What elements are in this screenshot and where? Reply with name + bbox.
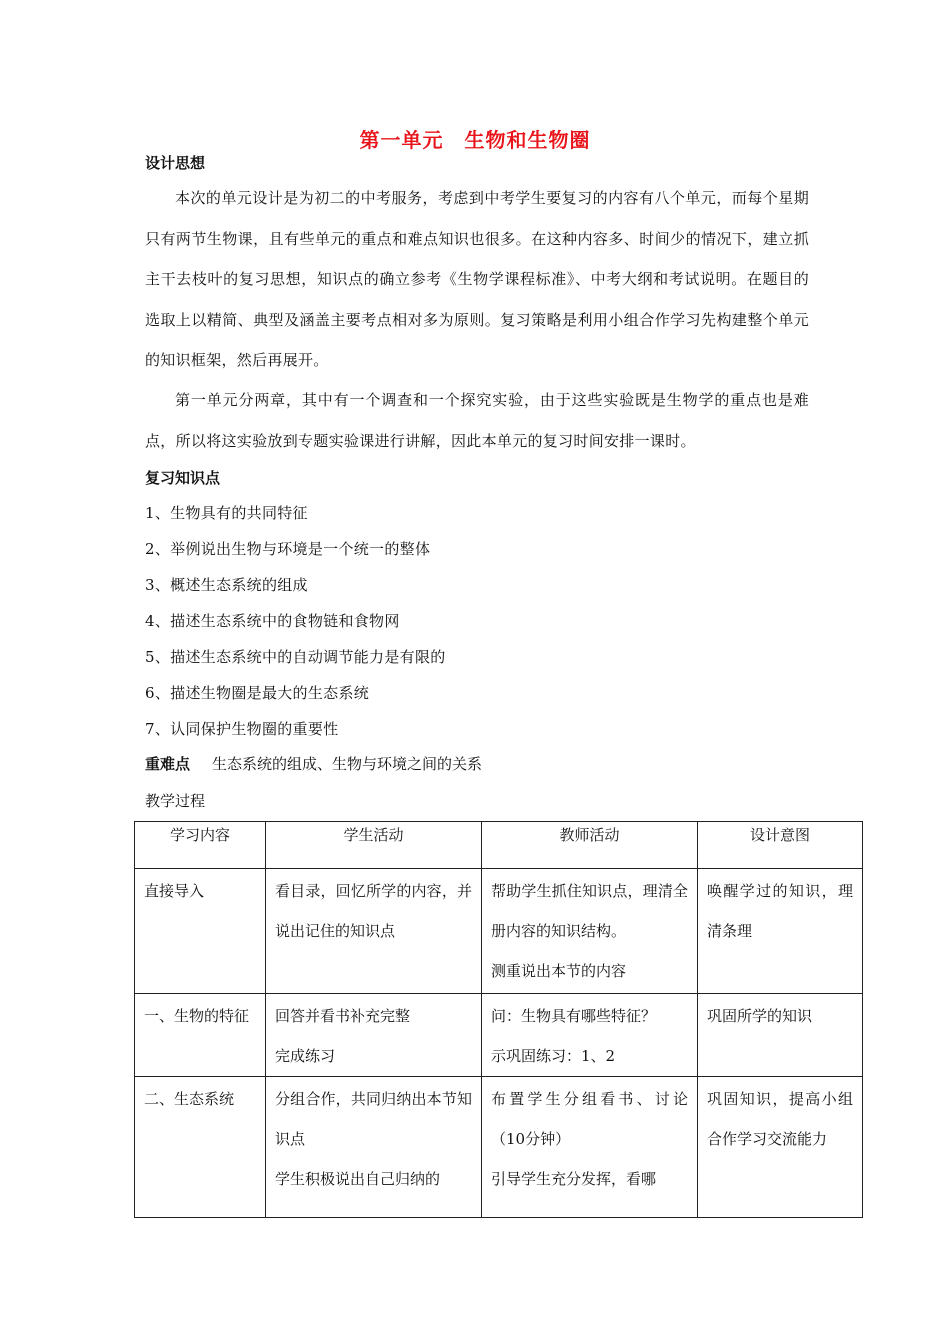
design-paragraph-1: 本次的单元设计是为初二的中考服务，考虑到中考学生要复习的内容有八个单元，而每个星期只有两节生物课，且有些单元的重点和难点知识也很多。在这种内容多、时间少的情况下，建立抓主干去枝叶的复习思想，知识点的确立参考《生物学课程标准》、中考大纲和考试说明。在题目的选取上以精简、典型及涵盖主要考点相对多为原则。复习策略是利用小组合作学习先构建整个单元的知识框架，然后再展开。: [145, 189, 809, 369]
table-row: [135, 1077, 863, 1218]
design-paragraph-2: 第一单元分两章，其中有一个调查和一个探究实验，由于这些实验既是生物学的重点也是难点，所以将这实验放到专题实验课进行讲解，因此本单元的复习时间安排一课时。: [145, 391, 809, 450]
cell-line: 分组合作，共同归纳出本节知识点: [275, 1090, 472, 1148]
cell-teacher: [482, 869, 698, 994]
cell-content: 直接导入: [135, 869, 266, 994]
table-row: [135, 869, 863, 994]
cell-line: 完成练习: [275, 1047, 336, 1065]
cell-line: 看目录，回忆所学的内容，并说出记住的知识点: [275, 882, 472, 940]
key-points: [145, 753, 482, 774]
design-heading: 设计思想: [145, 154, 206, 172]
cell-teacher: [482, 1077, 698, 1218]
knowledge-point: 1、生物具有的共同特征: [145, 504, 308, 522]
cell-content: 一、生物的特征: [135, 994, 266, 1077]
cell-content: 二、生态系统: [135, 1077, 266, 1218]
knowledge-point: 5、描述生态系统中的自动调节能力是有限的: [145, 648, 446, 666]
cell-intent: 唤醒学过的知识，理清条理: [698, 869, 863, 994]
column-header: 设计意图: [698, 822, 863, 869]
cell-line: 问：生物具有哪些特征？: [491, 1007, 657, 1025]
knowledge-point: 4、描述生态系统中的食物链和食物网: [145, 612, 400, 630]
process-label: 教学过程: [145, 792, 206, 810]
cell-intent: 巩固知识，提高小组合作学习交流能力: [698, 1077, 863, 1218]
cell-line: 测重说出本节的内容: [491, 962, 627, 980]
table-row: [135, 994, 863, 1077]
column-header: 学习内容: [135, 822, 266, 869]
cell-line: 学生积极说出自己归纳的: [275, 1170, 441, 1188]
knowledge-point: 2、举例说出生物与环境是一个统一的整体: [145, 540, 431, 558]
cell-line: 回答并看书补充完整: [275, 1007, 411, 1025]
knowledge-point: 6、描述生物圈是最大的生态系统: [145, 684, 370, 702]
key-points-label: 重难点: [145, 755, 191, 773]
knowledge-point: 7、认同保护生物圈的重要性: [145, 720, 339, 738]
knowledge-point: 3、概述生态系统的组成: [145, 576, 308, 594]
cell-intent: 巩固所学的知识: [698, 994, 863, 1077]
cell-student: [266, 869, 482, 994]
cell-line: 引导学生充分发挥，看哪: [491, 1170, 657, 1188]
table-header-row: [135, 822, 863, 869]
cell-student: [266, 994, 482, 1077]
column-header: 教师活动: [482, 822, 698, 869]
key-points-text: 生态系统的组成、生物与环境之间的关系: [212, 755, 483, 773]
cell-line: 帮助学生抓住知识点，理清全册内容的知识结构。: [491, 882, 688, 940]
cell-line: 示巩固练习：1、2: [491, 1047, 616, 1065]
cell-teacher: [482, 994, 698, 1077]
knowledge-heading: 复习知识点: [145, 469, 221, 487]
teaching-process-table: [134, 821, 863, 1218]
page-title: 第一单元 生物和生物圈: [359, 128, 591, 152]
cell-line: 布置学生分组看书、讨论（10分钟）: [491, 1090, 688, 1148]
column-header: 学生活动: [266, 822, 482, 869]
cell-student: [266, 1077, 482, 1218]
